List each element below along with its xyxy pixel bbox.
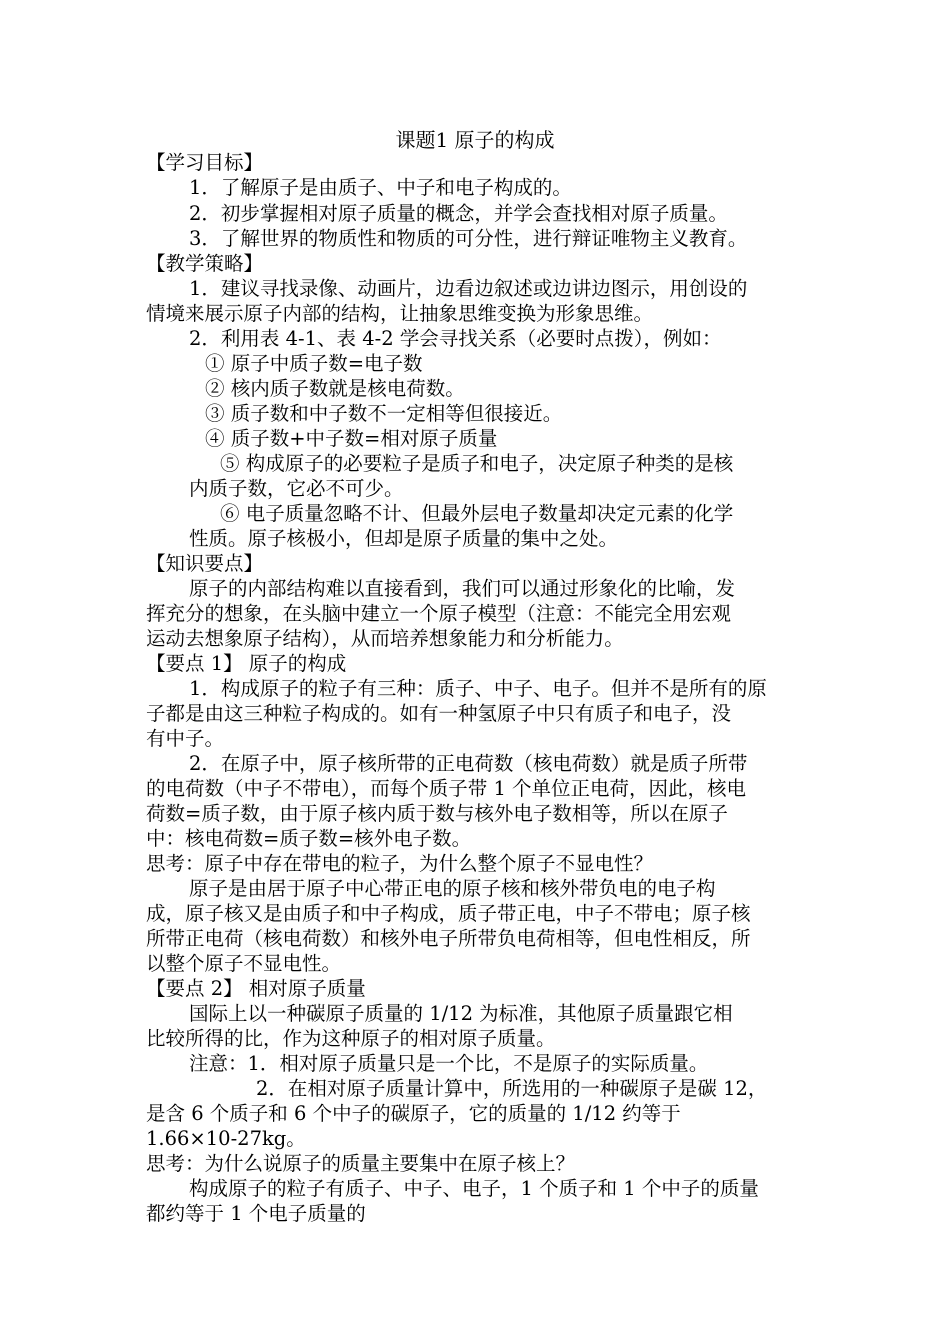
- text-line: 1．建议寻找录像、动画片，边看边叙述或边讲边图示，用创设的: [189, 277, 748, 300]
- question-line: 思考：为什么说原子的质量主要集中在原子核上？: [146, 1152, 576, 1175]
- list-item: ④ 质子数+中子数=相对原子质量: [205, 427, 498, 450]
- list-item: ③ 质子数和中子数不一定相等但很接近。: [205, 402, 563, 425]
- text-line: 2．在原子中，原子核所带的正电荷数（核电荷数）就是质子所带: [189, 752, 748, 775]
- text-line: 以整个原子不显电性。: [146, 952, 342, 975]
- document-title: 课题1 原子的构成: [395, 128, 555, 152]
- text-line: 构成原子的粒子有质子、中子、电子，1 个质子和 1 个中子的质量: [189, 1177, 759, 1200]
- list-item-continuation: 内质子数，它必不可少。: [189, 477, 404, 500]
- text-line: 成，原子核又是由质子和中子构成，质子带正电，中子不带电；原子核: [146, 902, 751, 925]
- text-line: 是含 6 个质子和 6 个中子的碳原子，它的质量的 1/12 约等于: [146, 1102, 681, 1125]
- text-line: 中：核电荷数=质子数=核外电子数。: [146, 827, 472, 850]
- section-heading-learning-goals: 【学习目标】: [146, 151, 264, 174]
- list-item-continuation: 性质。原子核极小，但却是原子质量的集中之处。: [189, 527, 619, 550]
- text-line: 原子的内部结构难以直接看到，我们可以通过形象化的比喻，发: [189, 577, 736, 600]
- list-item: ⑥ 电子质量忽略不计、但最外层电子数量却决定元素的化学: [220, 502, 734, 525]
- text-line: 挥充分的想象，在头脑中建立一个原子模型（注意：不能完全用宏观: [146, 602, 732, 625]
- text-line: 所带正电荷（核电荷数）和核外电子所带负电荷相等，但电性相反，所: [146, 927, 751, 950]
- text-line: 都约等于 1 个电子质量的: [146, 1202, 366, 1225]
- subsection-heading-point-2: 【要点 2】 相对原子质量: [146, 977, 366, 1000]
- list-item: ② 核内质子数就是核电荷数。: [205, 377, 465, 400]
- note-line: 注意：1．相对原子质量只是一个比，不是原子的实际质量。: [189, 1052, 709, 1075]
- subsection-heading-point-1: 【要点 1】 原子的构成: [146, 652, 347, 675]
- note-line: 2．在相对原子质量计算中，所选用的一种碳原子是碳 12，: [256, 1077, 768, 1100]
- text-line: 1.66×10-27kg。: [146, 1127, 306, 1150]
- section-heading-teaching-strategy: 【教学策略】: [146, 252, 264, 275]
- text-line: 有中子。: [146, 727, 225, 750]
- text-line: 情境来展示原子内部的结构，让抽象思维变换为形象思维。: [146, 302, 654, 325]
- list-item: ⑤ 构成原子的必要粒子是质子和电子，决定原子种类的是核: [220, 452, 734, 475]
- section-heading-key-knowledge: 【知识要点】: [146, 552, 264, 575]
- text-line: 荷数=质子数，由于原子核内质于数与核外电子数相等，所以在原子: [146, 802, 728, 825]
- text-line: 运动去想象原子结构），从而培养想象能力和分析能力。: [146, 627, 624, 650]
- text-line: 3．了解世界的物质性和物质的可分性，进行辩证唯物主义教育。: [189, 227, 748, 250]
- text-line: 1．了解原子是由质子、中子和电子构成的。: [189, 176, 572, 199]
- text-line: 1．构成原子的粒子有三种：质子、中子、电子。但并不是所有的原: [189, 677, 767, 700]
- question-line: 思考：原子中存在带电的粒子，为什么整个原子不显电性？: [146, 852, 654, 875]
- text-line: 2．利用表 4-1、表 4-2 学会寻找关系（必要时点拨），例如：: [189, 327, 722, 350]
- text-line: 原子是由居于原子中心带正电的原子核和核外带负电的电子构: [189, 877, 716, 900]
- text-line: 的电荷数（中子不带电），而每个质子带 1 个单位正电荷，因此，核电: [146, 777, 747, 800]
- text-line: 子都是由这三种粒子构成的。如有一种氢原子中只有质子和电子，没: [146, 702, 732, 725]
- text-line: 2．初步掌握相对原子质量的概念，并学会查找相对原子质量。: [189, 202, 728, 225]
- text-line: 国际上以一种碳原子质量的 1/12 为标准，其他原子质量跟它相: [189, 1002, 733, 1025]
- list-item: ① 原子中质子数=电子数: [205, 352, 423, 375]
- text-line: 比较所得的比，作为这种原子的相对原子质量。: [146, 1027, 556, 1050]
